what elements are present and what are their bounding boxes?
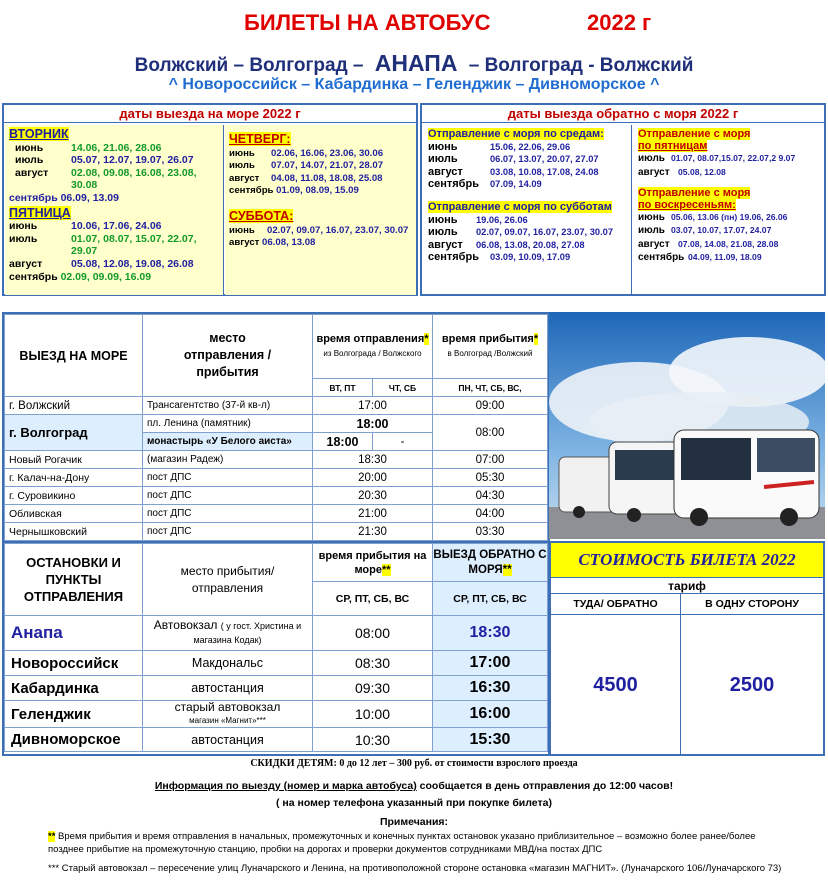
- buses-image: [549, 312, 825, 539]
- thursday-label: ЧЕТВЕРГ:: [229, 132, 291, 146]
- friday-row: июль 01.07, 08.07, 15.07, 22.07,: [9, 232, 197, 245]
- tuesday-row: август 02.08, 09.08, 16.08, 23.08,: [15, 166, 197, 179]
- from-sea-right: [633, 125, 824, 295]
- header-title: [0, 10, 828, 38]
- table-row: Чернышковский пост ДПС 21:30 03:30: [5, 523, 548, 541]
- price-col-oneway: В ОДНУ СТОРОНУ: [705, 598, 799, 610]
- sat-row: июль 02.07, 09.07, 16.07, 23.07, 30.07: [428, 226, 613, 239]
- friday-row: сентябрь 02.09, 09.09, 16.09: [9, 270, 152, 283]
- info-line-2: ( на номер телефона указанный при покупке билета): [276, 797, 552, 809]
- route-via: ^ Новороссийск – Кабардинка – Геленджик – Дивноморское ^: [168, 76, 660, 93]
- discount-note: СКИДКИ ДЕТЯМ: 0 до 12 лет – 300 руб. от стоимости взрослого проезда: [250, 758, 578, 769]
- fri-row: август 05.08, 12.08: [638, 166, 726, 178]
- sun-row: август 07.08, 14.08, 21.08, 28.08: [638, 238, 779, 250]
- wed-row: август 03.08, 10.08, 17.08, 24.08: [428, 165, 599, 178]
- tuesday-row: 30.08: [71, 179, 98, 192]
- table-row: Геленджик старый автовокзал магазин «Магнит»*** 10:00 16:00: [5, 701, 548, 728]
- thursday-row: июль 07.07, 14.07, 21.07, 28.07: [229, 160, 384, 172]
- sun-label: Отправление с моря: [638, 186, 751, 199]
- from-sea-header: даты выезда обратно с моря 2022 г: [422, 105, 824, 123]
- stops-table: [4, 543, 548, 752]
- to-sea-header: даты выезда на море 2022 г: [4, 105, 416, 123]
- sat-row: сентябрь 03.09, 10.09, 17.09: [428, 251, 571, 264]
- stops-table-box: [2, 541, 550, 756]
- wed-row: июнь 15.06, 22.06, 29.06: [428, 140, 571, 153]
- days-a: ВТ, ПТ: [313, 379, 373, 397]
- wed-row: июль 06.07, 13.07, 20.07, 27.07: [428, 153, 599, 166]
- table-row: г. Волгоград пл. Ленина (памятник) 18:00 08:00: [5, 415, 548, 433]
- friday-row: июнь 10.06, 17.06, 24.06: [9, 220, 162, 233]
- col-head-dep: время отправления* из Волгограда / Волжского: [313, 315, 433, 379]
- col-head-stop-place: место прибытия/ отправления: [143, 544, 313, 616]
- price-roundtrip: 4500: [551, 614, 681, 754]
- tariff-label: тариф: [551, 577, 823, 594]
- thursday-row: август 04.08, 11.08, 18.08, 25.08: [229, 172, 383, 184]
- sun-row: сентябрь 04.09, 11.09, 18.09: [638, 251, 762, 263]
- thursday-row: июнь 02.06, 16.06, 23.06, 30.06: [229, 147, 384, 159]
- friday-label: ПЯТНИЦА: [9, 205, 71, 220]
- col-head-stops: ОСТАНОВКИ И ПУНКТЫ ОТПРАВЛЕНИЯ: [5, 544, 143, 616]
- sea-days: СР, ПТ, СБ, ВС: [313, 582, 433, 616]
- sat-row: август 06.08, 13.08, 20.08, 27.08: [428, 238, 585, 251]
- wed-label: Отправление с моря по средам:: [428, 128, 604, 140]
- route-part1: Волжский – Волгоград –: [134, 55, 364, 76]
- table-row: Дивноморское автостанция 10:30 15:30: [5, 728, 548, 752]
- departure-table: [4, 314, 548, 541]
- tuesday-row: июнь 14.06, 21.06, 28.06: [15, 141, 162, 154]
- sat-label: Отправление с моря по субботам: [428, 200, 612, 213]
- table-row: г. Суровикино пост ДПС 20:30 04:30: [5, 487, 548, 505]
- tuesday-label: ВТОРНИК: [9, 127, 69, 141]
- sun-label-2: по воскресеньям:: [638, 199, 736, 212]
- saturday-row: август 06.08, 13.08: [229, 237, 316, 249]
- sun-row: июль 03.07, 10.07, 17.07, 24.07: [638, 225, 772, 237]
- info-line: Информация по выезду (номер и марка автобуса) сообщается в день отправления до 12:00 часов!: [154, 780, 674, 792]
- days-b: ЧТ, СБ: [373, 379, 433, 397]
- to-sea-left: [5, 125, 224, 295]
- table-row: г. Волжский Трансагентство (37-й кв-л) 17:00 09:00: [5, 397, 548, 415]
- thursday-row: сентябрь 01.09, 08.09, 15.09: [229, 185, 359, 197]
- departure-table-box: [2, 312, 550, 544]
- table-row: г. Калач-на-Дону пост ДПС 20:00 05:30: [5, 469, 548, 487]
- sat-row: июнь 19.06, 26.06: [428, 213, 528, 226]
- fri-label: Отправление с моря: [638, 128, 751, 140]
- table-row: Кабардинка автостанция 09:30 16:30: [5, 676, 548, 701]
- notes-heading: Примечания:: [379, 816, 449, 828]
- to-sea-right: [225, 125, 416, 295]
- price-box: [549, 541, 825, 756]
- from-sea-left: [423, 125, 632, 295]
- sun-row: июнь 05.06, 13.06 (пн) 19.06, 26.06: [638, 212, 788, 224]
- saturday-label: СУББОТА:: [229, 208, 294, 223]
- price-col-roundtrip: ТУДА/ ОБРАТНО: [551, 594, 681, 614]
- col-head-place: место отправления /прибытия: [143, 315, 313, 397]
- friday-row: август 05.08, 12.08, 19.08, 26.08: [9, 257, 194, 270]
- col-head-back: ВЫЕЗД ОБРАТНО С МОРЯ**: [433, 544, 548, 582]
- table-row: монастырь «У Белого аиста» 18:00 -: [5, 433, 548, 451]
- saturday-row: июнь 02.07, 09.07, 16.07, 23.07, 30.07: [229, 224, 409, 236]
- table-row: Обливская пост ДПС 21:00 04:00: [5, 505, 548, 523]
- page-title: БИЛЕТЫ НА АВТОБУС: [244, 10, 491, 35]
- days-c: ПН, ЧТ, СБ, ВС,: [433, 379, 548, 397]
- note-2: *** Старый автовокзал – пересечение улиц Луначарского и Ленина, на противоположной стороне остановка «магазин МАГНИТ». (Луначарского 106/Луначарского 73): [48, 863, 782, 874]
- bus-photo: [549, 312, 825, 539]
- price-caption: СТОИМОСТЬ БИЛЕТА 2022: [551, 543, 823, 577]
- back-days: СР, ПТ, СБ, ВС: [433, 582, 548, 616]
- col-head-out: ВЫЕЗД НА МОРЕ: [5, 315, 143, 397]
- tuesday-row: июль 05.07, 12.07, 19.07, 26.07: [15, 154, 194, 167]
- col-head-arr: время прибытия* в Волгоград /Волжский: [433, 315, 548, 379]
- note-1: ** Время прибытия и время отправления в начальных, промежуточных и конечных пунктах остановок указано приблизительное – возможно более ранее/более позднее прибытие на промежуточную станцию, пробки на дорогах и проверки документов сотрудниками МВД/на постах ДПС: [48, 831, 756, 855]
- friday-row: 29.07: [71, 245, 98, 258]
- route-part2: – Волгоград - Волжский: [468, 55, 694, 76]
- route-line: [0, 50, 828, 77]
- from-sea-dates-box: [420, 103, 826, 296]
- tuesday-row: сентябрь 06.09, 13.09: [9, 191, 119, 204]
- table-row: Новороссийск Макдональс 08:30 17:00: [5, 651, 548, 676]
- fri-row: июль 01.07, 08.07,15.07, 22.07,2 9.07: [638, 153, 796, 165]
- wed-row: сентябрь 07.09, 14.09: [428, 178, 542, 191]
- col-head-sea-arr: время прибытия на море**: [313, 544, 433, 582]
- table-row: Новый Рогачик (магазин Радеж) 18:30 07:00: [5, 451, 548, 469]
- price-oneway: 2500: [681, 614, 823, 754]
- fri-label-2: по пятницам: [638, 140, 708, 153]
- route-main: АНАПА: [374, 50, 458, 76]
- to-sea-dates-box: [2, 103, 418, 296]
- table-row: Анапа Автовокзал ( у гост. Христина и магазина Кодак) 08:00 18:30: [5, 616, 548, 651]
- page-year: 2022 г: [587, 10, 652, 35]
